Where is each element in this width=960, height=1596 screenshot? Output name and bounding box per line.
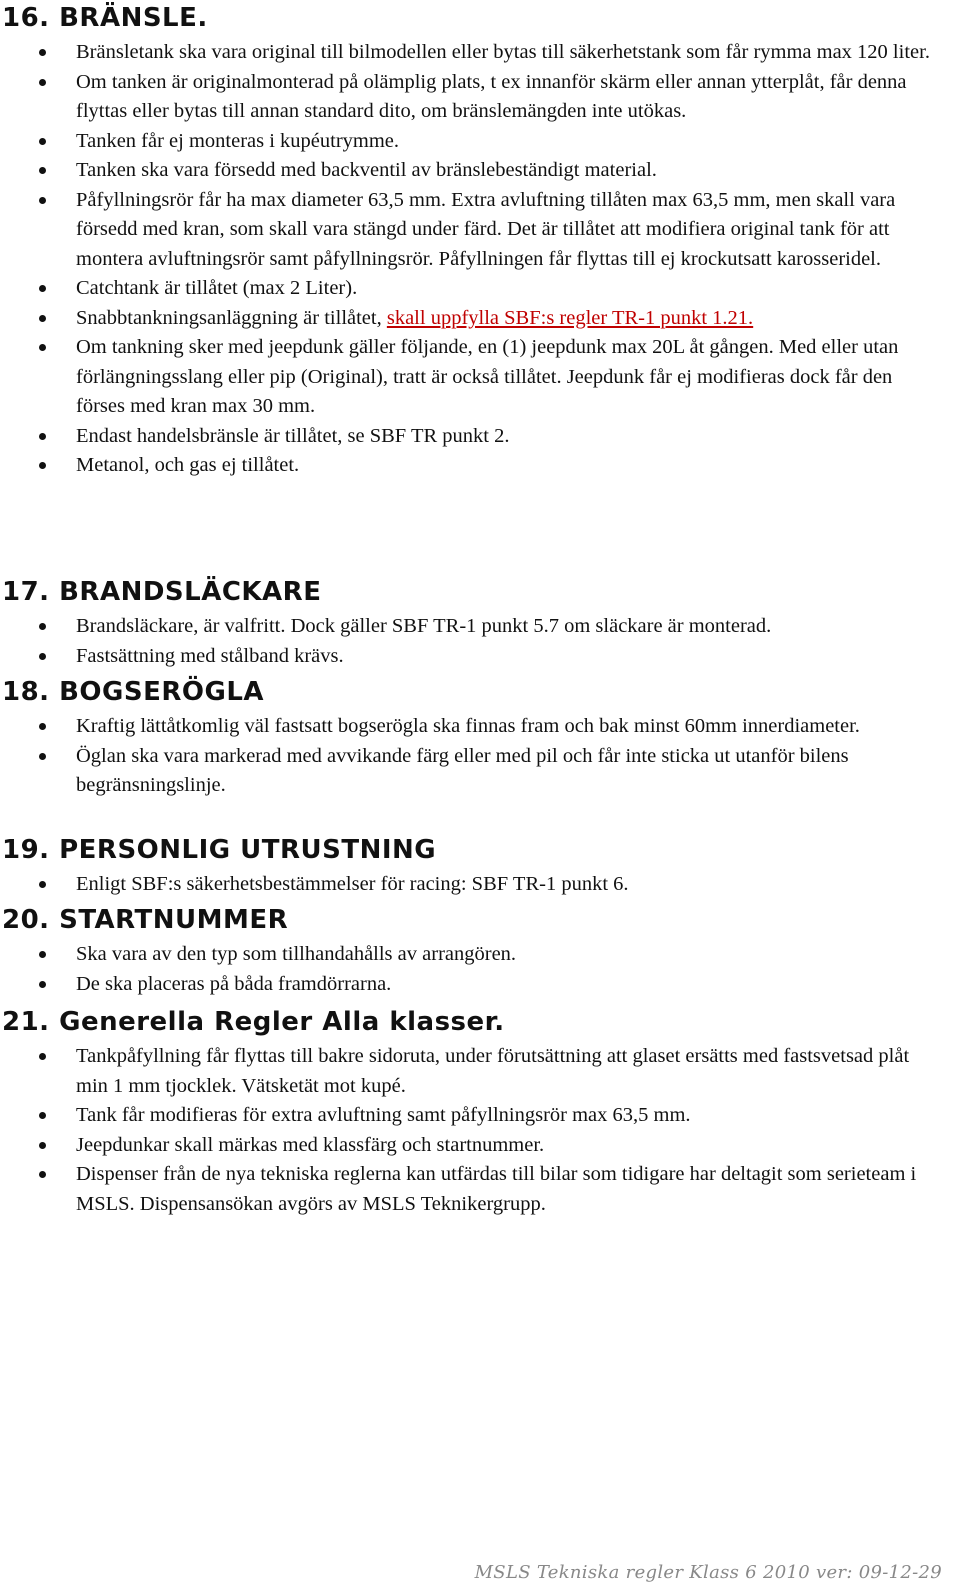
list-item: Metanol, och gas ej tillåtet. <box>0 451 960 481</box>
list-item: Tank får modifieras för extra avluftning samt påfyllningsrör max 63,5 mm. <box>0 1101 960 1131</box>
bullet-list <box>0 870 960 900</box>
list-item: Tanken ska vara försedd med backventil av bränslebeständigt material. <box>0 156 960 186</box>
bullet-list <box>0 940 960 999</box>
list-item: Tankpåfyllning får flyttas till bakre sidoruta, under förutsättning att glaset ersätts med fastsvetsad plåt min 1 mm tjocklek. Vätsketät mot kupé. <box>0 1042 960 1101</box>
section-heading: 17. BRANDSLÄCKARE <box>2 577 322 607</box>
list-item-text: Snabbtankningsanläggning är tillåtet, <box>76 306 382 329</box>
list-item: Fastsättning med stålband krävs. <box>0 642 960 672</box>
list-item: Kraftig lättåtkomlig väl fastsatt bogserögla ska finnas fram och bak minst 60mm innerdiameter. <box>0 712 960 742</box>
bullet-list <box>0 38 960 481</box>
list-item: Tanken får ej monteras i kupéutrymme. <box>0 127 960 157</box>
list-item: Brandsläckare, är valfritt. Dock gäller SBF TR-1 punkt 5.7 om släckare är monterad. <box>0 612 960 642</box>
page-footer: MSLS Tekniska regler Klass 6 2010 ver: 09-12-29 <box>474 1562 942 1583</box>
section-17 <box>0 576 960 671</box>
list-item <box>0 304 960 334</box>
section-heading: 19. PERSONLIG UTRUSTNING <box>2 835 437 865</box>
list-item: De ska placeras på båda framdörrarna. <box>0 970 960 1000</box>
section-16 <box>0 2 960 481</box>
list-item: Om tanken är originalmonterad på olämplig plats, t ex innanför skärm eller annan ytterplåt, får denna flyttas eller bytas till annan standard dito, om bränslemängden inte utökas. <box>0 68 960 127</box>
list-item: Påfyllningsrör får ha max diameter 63,5 mm. Extra avluftning tillåten max 63,5 mm, men skall vara försedd med kran, som skall vara stängd under färd. Det är tillåtet att modifiera original tank för att montera avluftningsrör samt påfyllningsrör. Påfyllningen får flyttas till ej krockutsatt karosseridel. <box>0 186 960 275</box>
section-18 <box>0 676 960 801</box>
section-heading: 18. BOGSERÖGLA <box>2 677 265 707</box>
bullet-list <box>0 712 960 801</box>
bullet-list <box>0 1042 960 1219</box>
section-19 <box>0 834 960 900</box>
bullet-list <box>0 612 960 671</box>
section-heading: 20. STARTNUMMER <box>2 905 289 935</box>
list-item: Enligt SBF:s säkerhetsbestämmelser för racing: SBF TR-1 punkt 6. <box>0 870 960 900</box>
list-item: Öglan ska vara markerad med avvikande färg eller med pil och får inte sticka ut utanför bilens begränsningslinje. <box>0 742 960 801</box>
section-21 <box>0 1006 960 1219</box>
list-item: Bränsletank ska vara original till bilmodellen eller bytas till säkerhetstank som får rymma max 120 liter. <box>0 38 960 68</box>
list-item: Dispenser från de nya tekniska reglerna kan utfärdas till bilar som tidigare har deltagit som serieteam i MSLS. Dispensansökan avgörs av MSLS Teknikergrupp. <box>0 1160 960 1219</box>
section-20 <box>0 904 960 999</box>
list-item: Ska vara av den typ som tillhandahålls av arrangören. <box>0 940 960 970</box>
section-heading: 16. BRÄNSLE. <box>2 3 208 33</box>
regulation-link[interactable]: skall uppfylla SBF:s regler TR-1 punkt 1.21. <box>386 306 754 329</box>
section-heading: 21. Generella Regler Alla klasser. <box>2 1007 505 1037</box>
list-item: Om tankning sker med jeepdunk gäller följande, en (1) jeepdunk max 20L åt gången. Med eller utan förlängningsslang eller pip (Original), tratt är också tillåtet. Jeepdunk får ej modifieras dock får den förses med kran max 30 mm. <box>0 333 960 422</box>
list-item: Endast handelsbränsle är tillåtet, se SBF TR punkt 2. <box>0 422 960 452</box>
list-item: Jeepdunkar skall märkas med klassfärg och startnummer. <box>0 1131 960 1161</box>
list-item: Catchtank är tillåtet (max 2 Liter). <box>0 274 960 304</box>
